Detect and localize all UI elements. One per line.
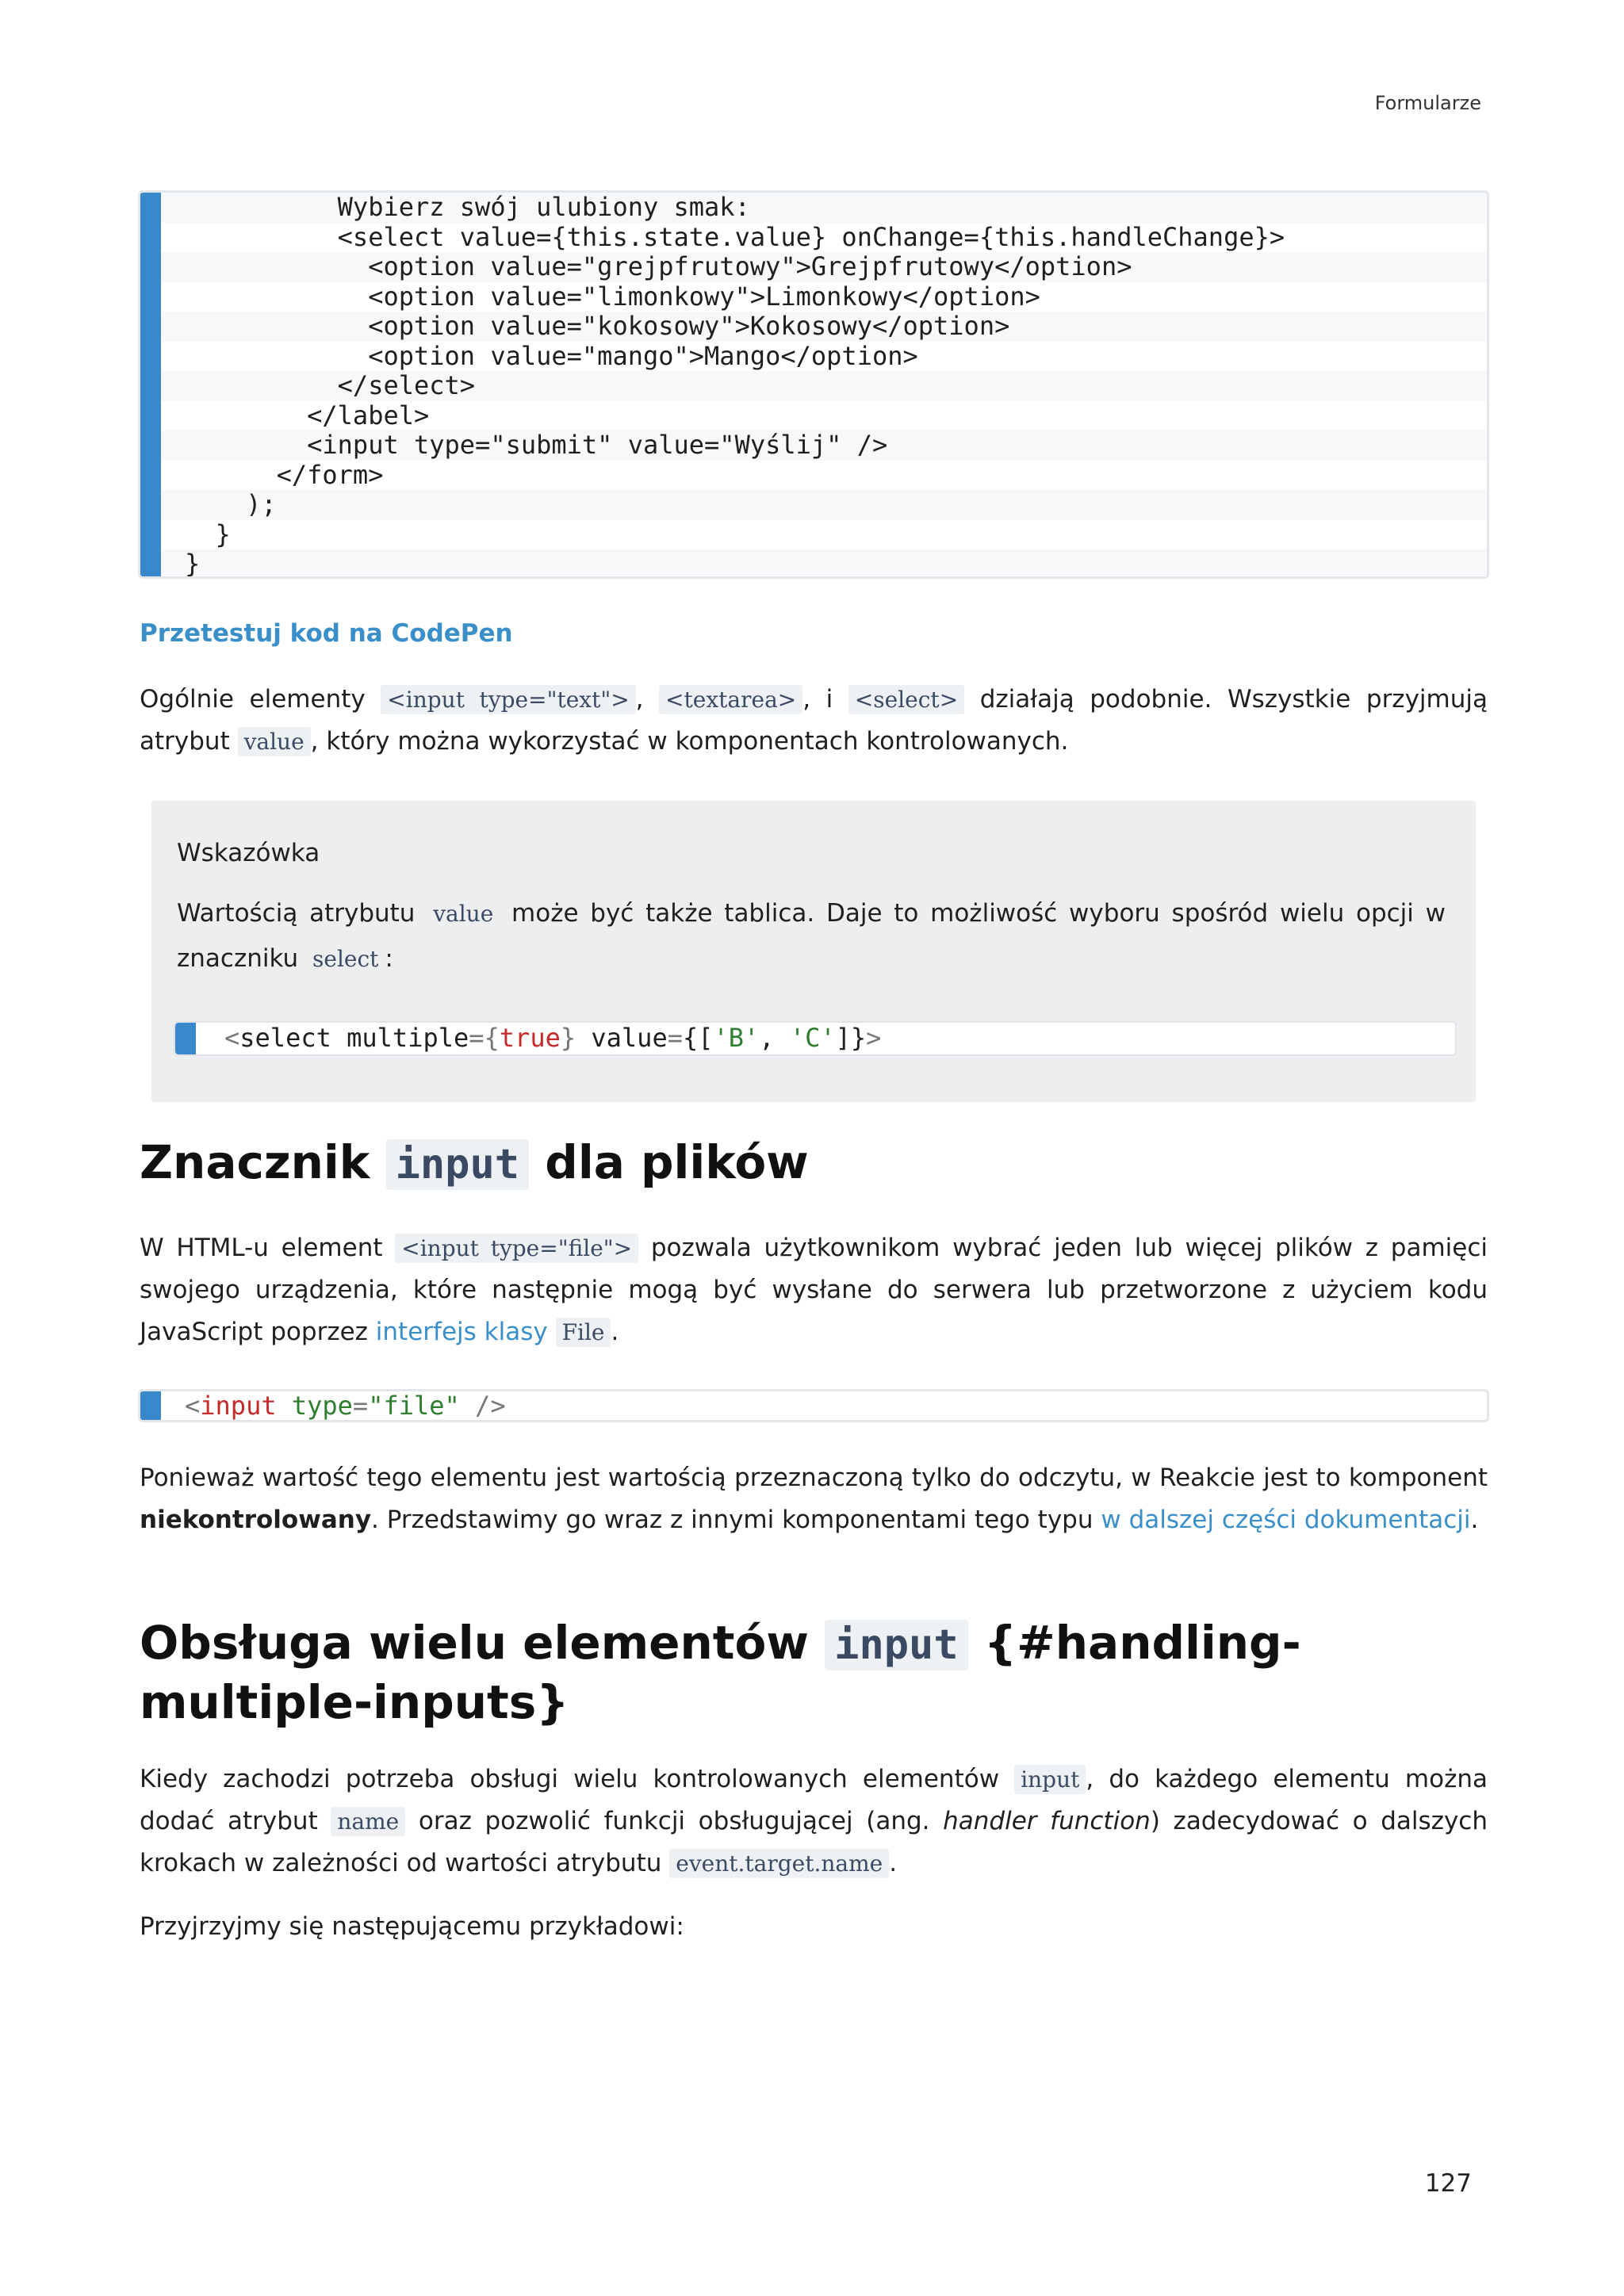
code-block-accent-bar xyxy=(175,1023,196,1054)
tip-box xyxy=(151,801,1476,1102)
paragraph-form-elements xyxy=(140,679,1488,763)
code-line: } xyxy=(161,549,1487,579)
code-line: <option value="limonkowy">Limonkowy</option> xyxy=(185,281,1040,312)
code-line: <option value="grejpfrutowy">Grejpfrutowy</option> xyxy=(161,252,1487,282)
token: = xyxy=(667,1023,683,1053)
running-header: Formularze xyxy=(1374,92,1481,114)
inline-code: name xyxy=(331,1807,405,1836)
tip-body xyxy=(177,891,1446,982)
token: "file" xyxy=(368,1391,460,1421)
tip-code-block xyxy=(174,1021,1457,1056)
inline-code: <select> xyxy=(848,685,964,714)
text: Kiedy zachodzi potrzeba obsługi wielu kontrolowanych elementów xyxy=(140,1765,1015,1793)
page-number: 127 xyxy=(1424,2169,1472,2198)
heading-text: Obsługa wielu elementów xyxy=(140,1616,825,1670)
text: oraz pozwolić funkcji obsługującej (ang. xyxy=(405,1807,944,1835)
text: Wartością atrybutu xyxy=(177,899,427,928)
token: input xyxy=(200,1391,277,1421)
text: Ogólnie elementy xyxy=(140,685,381,714)
code-block-accent-bar xyxy=(140,193,161,576)
bold-text: niekontrolowany xyxy=(140,1506,372,1534)
token: = xyxy=(352,1391,369,1421)
token: 'B' xyxy=(713,1023,760,1053)
code-line: </label> xyxy=(185,400,430,430)
code-block-select-example xyxy=(138,190,1489,579)
text: . xyxy=(889,1849,898,1877)
token: type xyxy=(291,1391,353,1421)
inline-code: <input type="text"> xyxy=(381,685,635,714)
text: pozwala użytkownikom wybrać jeden lub więcej plików z pamięci swojego urządzenia, które następnie mogą być wysłane do serwera lub przetworzone z użyciem kodu JavaScript poprzez xyxy=(140,1234,1488,1346)
token: multiple xyxy=(347,1023,469,1053)
text: , xyxy=(635,685,660,714)
heading-file-input xyxy=(140,1134,1488,1193)
code-line: </form> xyxy=(185,459,384,490)
inline-code: value xyxy=(238,727,311,756)
token: /> xyxy=(459,1391,506,1421)
text: Ponieważ wartość tego elementu jest wartością przeznaczoną tylko do odczytu, w Reakcie jest to komponent xyxy=(140,1464,1488,1492)
italic-text: handler function xyxy=(943,1807,1151,1835)
code-line: <input type="submit" value="Wyślij" /> xyxy=(161,430,1487,461)
heading-text: {#handling-multiple-inputs} xyxy=(140,1616,1301,1729)
code-line xyxy=(161,1391,1487,1422)
inline-code: value xyxy=(433,901,494,927)
token: value xyxy=(591,1023,668,1053)
code-line: ); xyxy=(161,490,1487,520)
paragraph-multiple-inputs xyxy=(140,1758,1488,1885)
text: : xyxy=(385,944,393,973)
token: } xyxy=(560,1023,576,1053)
heading-text: Znacznik xyxy=(140,1135,386,1189)
token: select xyxy=(239,1023,331,1053)
text: W HTML-u element xyxy=(140,1234,396,1262)
inline-code: input xyxy=(1014,1765,1086,1794)
code-line: <select value={this.state.value} onChange={this.handleChange}> xyxy=(185,221,1285,252)
text xyxy=(548,1318,556,1346)
token: < xyxy=(185,1391,201,1421)
inline-code: select xyxy=(312,946,379,972)
text: , i xyxy=(802,685,848,714)
text: może być także tablica. Daje to możliwość wyboru spośród wielu opcji w znaczniku xyxy=(177,899,1446,973)
token: = xyxy=(469,1023,485,1053)
inline-code: File xyxy=(556,1318,611,1347)
code-line: <option value="kokosowy">Kokosowy</option> xyxy=(161,312,1487,342)
token: true xyxy=(499,1023,561,1053)
text: . xyxy=(1470,1506,1479,1534)
token: , xyxy=(759,1023,790,1053)
text: działają podobnie. Wszystkie przyjmują atrybut xyxy=(140,685,1488,756)
token: > xyxy=(866,1023,882,1053)
token: ]} xyxy=(835,1023,867,1053)
inline-code: <textarea> xyxy=(659,685,802,714)
text: , który można wykorzystać w komponentach kontrolowanych. xyxy=(310,727,1069,756)
code-lines xyxy=(161,193,1487,579)
code-line: <option value="mango">Mango</option> xyxy=(185,340,918,371)
inline-code: event.target.name xyxy=(669,1849,889,1878)
paragraph-example-intro: Przyjrzyjmy się następującemu przykładowi: xyxy=(140,1912,684,1941)
paragraph-uncontrolled xyxy=(140,1457,1488,1541)
heading-code: input xyxy=(825,1620,968,1670)
token: {[ xyxy=(682,1023,714,1053)
text: . Przedstawimy go wraz z innymi komponentami tego typu xyxy=(371,1506,1101,1534)
file-api-link[interactable]: interfejs klasy xyxy=(375,1318,548,1346)
text: ) zadecydować o dalszych krokach w zależności od wartości atrybutu xyxy=(140,1807,1488,1877)
token: { xyxy=(484,1023,500,1053)
inline-code: <input type="file"> xyxy=(395,1234,638,1263)
heading-code: input xyxy=(386,1139,530,1190)
token: < xyxy=(224,1023,240,1053)
heading-multiple-inputs xyxy=(140,1614,1488,1731)
code-block-file-input xyxy=(138,1389,1489,1422)
codepen-link[interactable]: Przetestuj kod na CodePen xyxy=(140,619,513,648)
code-lines xyxy=(161,1391,1487,1422)
code-line xyxy=(196,1023,1455,1054)
code-block-accent-bar xyxy=(140,1391,161,1420)
heading-text: dla plików xyxy=(529,1135,809,1189)
text: . xyxy=(611,1318,619,1346)
docs-link[interactable]: w dalszej części dokumentacji xyxy=(1101,1506,1471,1534)
paragraph-file-input xyxy=(140,1227,1488,1353)
code-line: } xyxy=(185,519,231,549)
token: 'C' xyxy=(789,1023,836,1053)
text: , do każdego elementu można dodać atrybut xyxy=(140,1765,1488,1835)
code-line: </select> xyxy=(161,371,1487,401)
tip-title: Wskazówka xyxy=(177,839,320,867)
code-line: Wybierz swój ulubiony smak: xyxy=(161,193,1487,223)
code-lines xyxy=(196,1023,1455,1054)
